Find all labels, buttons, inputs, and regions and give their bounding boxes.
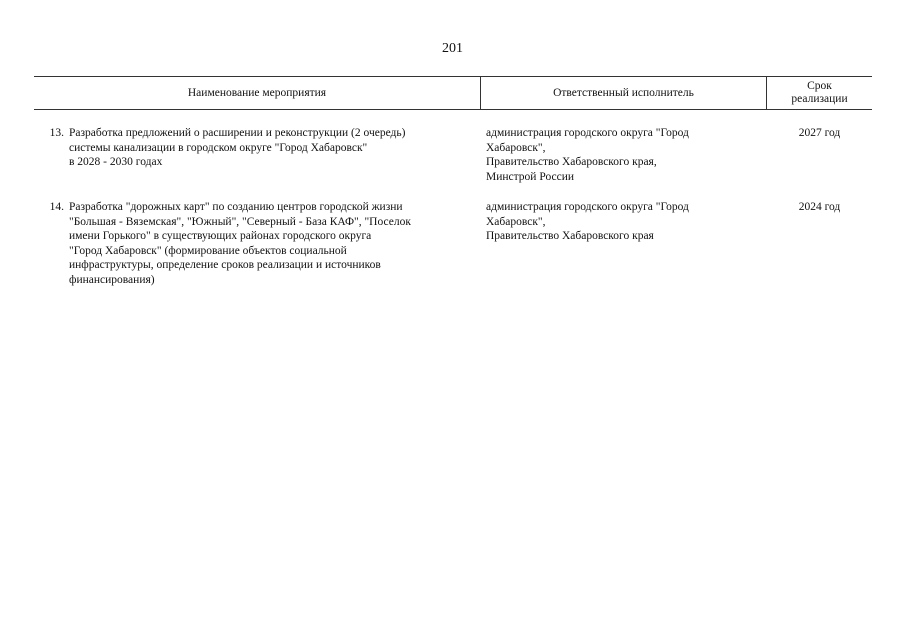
executor [486,126,761,184]
table-row [34,200,872,300]
term: 2024 год [798,201,841,213]
header-term-line: реализации [791,93,848,105]
measure-name-line: "Город Хабаровск" (формирование объектов социальной [69,244,347,257]
row-number: 14. [49,201,64,213]
executor-line: администрация городского округа "Город [486,201,689,213]
measure-name [69,200,469,287]
measure-name-line: в 2028 - 2030 годах [69,156,163,168]
executor-line: Правительство Хабаровского края, [486,156,657,168]
measure-name-line: "Большая - Вяземская", "Южный", "Северный - База КАФ", "Поселок [69,215,411,228]
term: 2027 год [798,127,841,139]
measure-name-line: системы канализации в городском округе "Город Хабаровск" [69,141,368,154]
header-term [767,77,872,109]
row-number: 13. [49,127,64,139]
measure-name [69,126,469,170]
executor-line: Минстрой России [486,170,574,183]
executor-line: Хабаровск", [486,215,546,228]
measure-name-line: инфраструктуры, определение сроков реализации и источников [69,259,381,271]
measures-table [34,76,872,300]
executor-line: Правительство Хабаровского края [486,230,654,242]
page-number: 201 [442,41,463,56]
header-executor: Ответственный исполнитель [553,86,694,99]
measure-name-line: Разработка предложений о расширении и реконструкции (2 очередь) [69,127,406,139]
table-row [34,126,872,200]
executor-line: администрация городского округа "Город [486,127,689,139]
executor-line: Хабаровск", [486,141,546,154]
header-measure-name: Наименование мероприятия [187,86,327,99]
measure-name-line: финансирования) [69,273,155,286]
measure-name-line: имени Горького" в существующих районах городского округа [69,230,372,242]
table-header [34,76,872,110]
measure-name-line: Разработка "дорожных карт" по созданию центров городской жизни [69,201,403,213]
header-term-line: Срок [807,80,832,92]
executor [486,200,761,244]
